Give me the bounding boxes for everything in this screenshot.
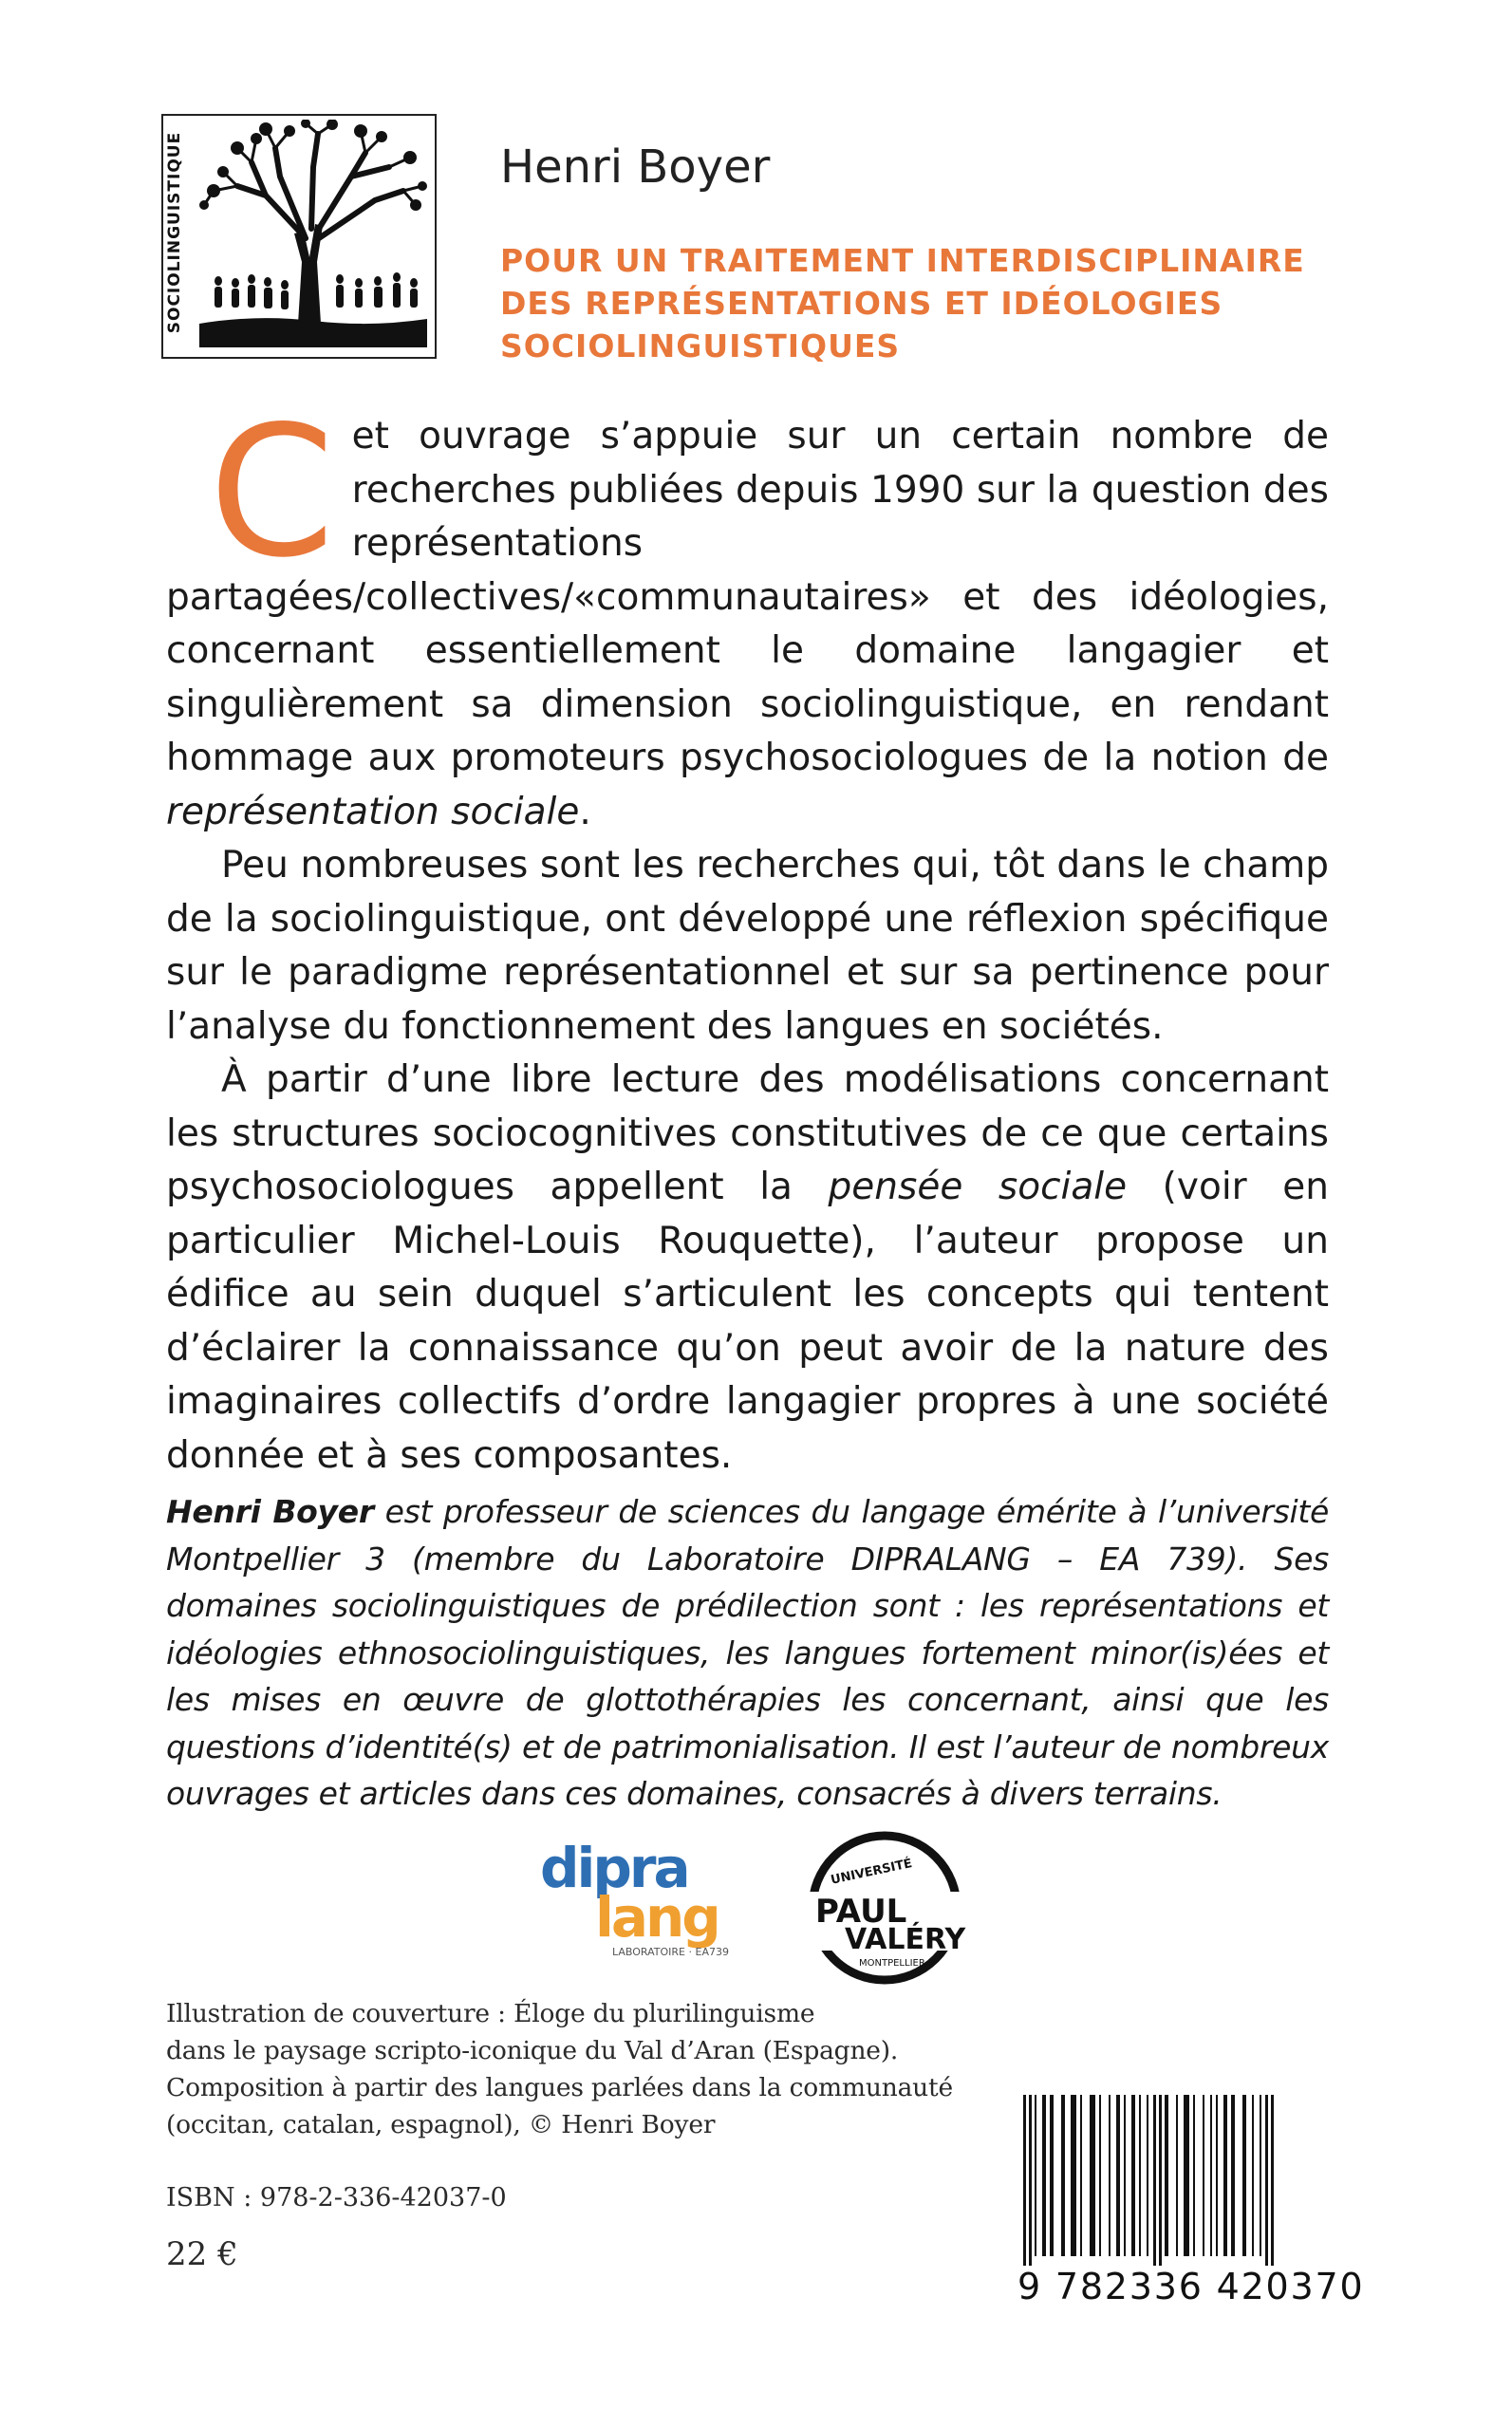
series-logo: [161, 114, 437, 359]
barcode-bar: [1042, 2095, 1046, 2256]
barcode-bar: [1153, 2095, 1156, 2266]
book-title-line: POUR UN TRAITEMENT INTERDISCIPLINAIRE: [500, 242, 1305, 279]
barcode-bar: [1050, 2095, 1054, 2256]
upv-logo-graphic: [802, 1827, 968, 1989]
upv-logo-valery: VALÉRY: [845, 1923, 966, 1956]
bio-text: est professeur de sciences du langage émérite à l’université Montpellier 3 (membre du Laboratoire DIPRALANG – EA 739). Ses domaines sociolinguistiques de prédilection sont : les représentations et idéologies ethnosociolinguistiques, les langues fortement minor(is)ées et les mises en œuvre de glottothérapies les concernant, ainsi que les questions d’identité(s) et de patrimonialisation. Il est l’auteur de nombreux ouvrages et articles dans ces domaines, consacrés à divers terrains.: [166, 1493, 1329, 1812]
summary-text: À partir d’une libre lecture des modélisations concernant les structures sociocognitives constitutives de ce que certains psychosociologues appellent la: [166, 1058, 1329, 1208]
barcode-bar: [1242, 2095, 1246, 2256]
barcode-bar: [1116, 2095, 1120, 2256]
barcode-bar: [1109, 2095, 1111, 2256]
dipralang-logo-graphic: [536, 1832, 736, 1965]
barcode-bar: [1216, 2095, 1218, 2256]
author-name: Henri Boyer: [500, 140, 771, 194]
barcode-bar: [1252, 2095, 1254, 2256]
barcode-bar: [1265, 2095, 1268, 2266]
isbn-barcode: [1017, 2095, 1365, 2319]
barcode-digits: 9 782336 420370: [1017, 2266, 1365, 2307]
barcode-bar: [1029, 2095, 1032, 2266]
summary-text: (voir en particulier Michel-Louis Rouquette), l’auteur propose un édifice au sein duquel s’articulent les concepts qui tentent d’éclairer la connaissance qu’on peut avoir de la nature des imaginaires collectifs d’ordre langagier propres à une société donnée et à ses composantes.: [166, 1166, 1329, 1477]
author-bio: [166, 1488, 1329, 1818]
upv-logo-top: UNIVERSITÉ: [829, 1856, 914, 1888]
barcode-bar: [1090, 2095, 1095, 2256]
tree-with-people-illustration: [199, 120, 427, 347]
series-label: SOCIOLINGUISTIQUE: [165, 131, 184, 334]
barcode-bar: [1223, 2095, 1227, 2256]
barcode-bar: [1176, 2095, 1178, 2256]
barcode-bar: [1061, 2095, 1065, 2256]
summary-paragraph-1: [166, 387, 1329, 839]
summary-italic-term: représentation sociale: [166, 790, 580, 833]
barcode-bar: [1231, 2095, 1235, 2256]
credits-line: Composition à partir des langues parlées dans la communauté: [166, 2073, 953, 2102]
drop-cap: C: [209, 387, 335, 597]
upv-logo-bottom: MONTPELLIER 3: [859, 1958, 935, 1969]
dipralang-logo-subtitle: LABORATOIRE · EA739: [612, 1946, 729, 1958]
dipralang-logo-line2: lang: [595, 1885, 719, 1950]
barcode-bar: [1260, 2095, 1261, 2256]
book-title-line: SOCIOLINGUISTIQUES: [500, 327, 901, 364]
barcode-bar: [1080, 2095, 1082, 2256]
barcode-bar: [1165, 2095, 1168, 2256]
cover-credits: [166, 1995, 953, 2143]
barcode-bar: [1124, 2095, 1126, 2256]
barcode-bar: [1193, 2095, 1195, 2256]
upv-logo-paul: PAUL: [815, 1893, 907, 1931]
barcode-bar: [1099, 2095, 1101, 2256]
summary-italic-term: pensée sociale: [828, 1166, 1128, 1208]
book-summary: [166, 387, 1329, 1483]
barcode-bar: [1071, 2095, 1076, 2256]
summary-text: .: [579, 790, 591, 833]
book-title-line: DES REPRÉSENTATIONS ET IDÉOLOGIES: [500, 285, 1223, 322]
isbn: ISBN : 978-2-336-42037-0: [166, 2183, 507, 2213]
dipralang-logo: [536, 1832, 736, 1965]
summary-paragraph-3: [166, 1054, 1329, 1483]
barcode-bars: [1017, 2095, 1329, 2266]
barcode-bar: [1271, 2095, 1274, 2266]
barcode-bar: [1131, 2095, 1135, 2256]
credits-line: (occitan, catalan, espagnol), © Henri Boyer: [166, 2110, 716, 2139]
universite-paul-valery-logo: [802, 1827, 968, 1989]
barcode-bar: [1184, 2095, 1189, 2256]
bio-author-name: Henri Boyer: [166, 1493, 374, 1530]
barcode-bar: [1147, 2095, 1148, 2256]
barcode-bar: [1035, 2095, 1036, 2256]
barcode-bar: [1210, 2095, 1212, 2256]
dipralang-logo-line1: dipra: [540, 1836, 688, 1900]
barcode-bar: [1139, 2095, 1141, 2256]
barcode-bar: [1159, 2095, 1162, 2266]
price: 22 €: [166, 2235, 238, 2273]
barcode-bar: [1023, 2095, 1026, 2266]
barcode-bar: [1203, 2095, 1204, 2256]
summary-paragraph-2: Peu nombreuses sont les recherches qui, tôt dans le champ de la sociolinguistique, ont développé une réflexion spécifique sur le paradigme représentationnel et sur sa pertinence pour l’analyse du fonctionnement des langues en sociétés.: [166, 844, 1329, 1048]
credits-line: dans le paysage scripto-iconique du Val d’Aran (Espagne).: [166, 2036, 899, 2065]
summary-text: et ouvrage s’appuie sur un certain nombre de recherches publiées depuis 1990 sur la question des représentations partagées/collectives/«communautaires» et des idéologies, concernant essentiellement le domaine langagier et singulièrement sa dimension sociolinguistique, en rendant hommage aux promoteurs psychosociologues de la notion de: [166, 415, 1329, 779]
credits-line: Illustration de couverture : Éloge du plurilinguisme: [166, 1999, 815, 2028]
book-title: [500, 239, 1354, 367]
